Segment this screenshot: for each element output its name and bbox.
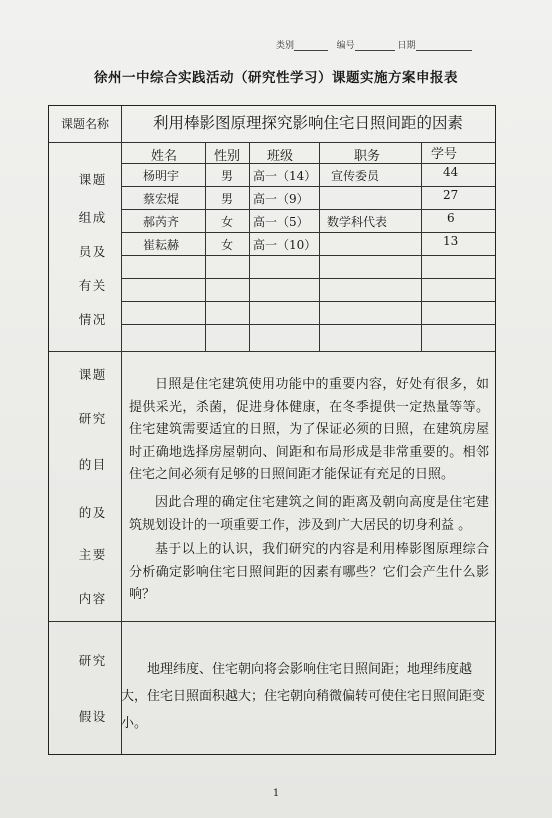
label-char: 及	[92, 505, 106, 520]
col-line	[319, 142, 320, 351]
row-line	[121, 209, 495, 210]
header-fields	[276, 38, 472, 51]
number-label: 编号	[336, 41, 355, 51]
row-line	[121, 278, 495, 279]
label-char: 设	[92, 709, 106, 724]
label-char: 究	[92, 653, 106, 668]
label-char: 主	[78, 547, 92, 562]
document-title: 徐州一中综合实践活动（研究性学习）课题实施方案申报表	[94, 70, 458, 86]
row-line	[121, 232, 495, 233]
label-char: 容	[92, 591, 106, 606]
member-role: 宣传委员	[331, 169, 380, 183]
label-char: 的	[78, 457, 92, 472]
category-label: 类别	[276, 41, 295, 51]
column-header-gender: 性别	[214, 149, 241, 164]
date-blank	[416, 50, 472, 51]
label-char: 成	[92, 210, 106, 225]
application-form-table	[48, 105, 496, 755]
label-char: 课	[78, 172, 92, 187]
member-gender: 男	[221, 192, 234, 206]
label-char: 研	[78, 653, 92, 668]
row-line	[121, 186, 495, 187]
row-line	[121, 163, 495, 164]
member-class: 高一（14）	[253, 169, 317, 183]
hypothesis-text: 地理纬度、住宅朝向将会影响住宅日照间距；地理纬度越大，住宅日照面积越大；住宅朝向稍微偏转可使住宅日照间距变小。	[121, 662, 486, 731]
purpose-paragraph: 因此合理的确定住宅建筑之间的距离及朝向高度是住宅建筑规划设计的一项重要工作，涉及到广大居民的切身利益 。	[129, 495, 489, 533]
column-header-role: 职务	[354, 149, 381, 164]
label-char: 究	[92, 411, 106, 426]
label-char: 假	[78, 709, 92, 724]
label-char: 员	[78, 244, 92, 259]
member-student-id: 44	[443, 165, 459, 179]
member-gender: 女	[221, 215, 234, 229]
label-char: 关	[92, 278, 106, 293]
member-student-id: 27	[443, 188, 459, 202]
label-char: 组	[78, 210, 92, 225]
label-char: 的	[78, 505, 92, 520]
label-char: 及	[92, 244, 106, 259]
number-blank	[355, 50, 395, 51]
label-char: 内	[78, 591, 92, 606]
label-char: 有	[78, 278, 92, 293]
member-class: 高一（5）	[253, 215, 309, 229]
hypothesis-section-label	[49, 621, 121, 756]
label-char: 要	[92, 547, 106, 562]
purpose-paragraph: 基于以上的认识，我们研究的内容是利用棒影图原理综合分析确定影响住宅日照间距的因素有哪些？它们会产生什么影响？	[129, 542, 489, 602]
col-line	[421, 142, 422, 351]
column-header-student-id: 学号	[431, 147, 458, 162]
label-char: 题	[92, 172, 106, 187]
col-line	[205, 142, 206, 351]
category-blank	[294, 50, 328, 51]
row-line	[121, 324, 495, 325]
member-name: 郝芮齐	[143, 215, 180, 229]
label-char: 课	[78, 367, 92, 382]
member-student-id: 13	[443, 234, 459, 248]
topic-title: 利用棒影图原理探究影响住宅日照间距的因素	[152, 114, 463, 132]
col-line	[249, 142, 250, 351]
label-char: 题	[92, 367, 106, 382]
members-table	[121, 142, 495, 351]
date-label: 日期	[397, 41, 416, 51]
column-header-class: 班级	[267, 149, 294, 164]
member-name: 蔡宏焜	[143, 192, 180, 206]
members-section-label	[49, 142, 121, 351]
member-gender: 女	[221, 238, 234, 252]
member-role: 数学科代表	[327, 215, 388, 229]
member-gender: 男	[221, 169, 234, 183]
row-line	[121, 255, 495, 256]
label-char: 研	[78, 411, 92, 426]
page-number: 1	[272, 788, 280, 799]
column-header-name: 姓名	[151, 149, 178, 164]
member-class: 高一（10）	[253, 238, 317, 252]
label-char: 目	[92, 457, 106, 472]
purpose-section-label	[49, 351, 121, 621]
member-name: 崔耘赫	[143, 238, 180, 252]
member-student-id: 6	[447, 211, 455, 225]
member-class: 高一（9）	[253, 192, 309, 206]
purpose-paragraph: 日照是住宅建筑使用功能中的重要内容，好处有很多，如提供采光，杀菌，促进身体健康，在冬季提供一定热量等等。住宅建筑需要适宜的日照，为了保证必须的日照，在建筑房屋时正确地选择房屋朝向、间距和布局形成是非常重要的。相邻住宅之间必须有足够的日照间距才能保证有充足的日照。	[129, 377, 489, 482]
member-name: 杨明宇	[143, 169, 180, 183]
topic-label: 课题名称	[60, 117, 109, 131]
label-char: 情	[78, 312, 92, 327]
label-char: 况	[92, 312, 106, 327]
row-line	[121, 301, 495, 302]
